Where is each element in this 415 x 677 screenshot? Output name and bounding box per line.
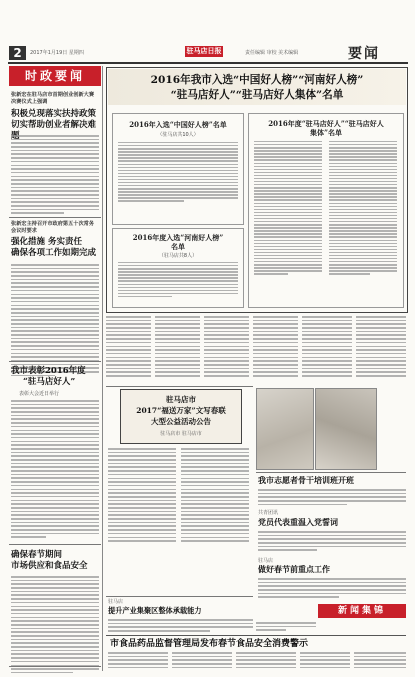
- feature-box: [106, 67, 408, 313]
- industry-body: [108, 619, 253, 634]
- left-banner: 时政要闻: [9, 66, 101, 86]
- news-digest-banner: 新闻集锦: [318, 604, 406, 618]
- digest-body: [256, 622, 316, 633]
- photo: [315, 388, 377, 470]
- local-list-body-right: [329, 141, 397, 276]
- festival-kicker: 驻马店: [258, 558, 274, 564]
- spring-couplet-box: [120, 389, 242, 444]
- body-col-1: [106, 316, 151, 379]
- divider: [106, 386, 253, 387]
- divider: [9, 361, 101, 362]
- china-list-title: 2016年入选“中国好人榜”名单: [129, 120, 227, 129]
- body-col-5: [302, 316, 352, 379]
- left-column: [9, 66, 103, 671]
- couplet-title-2: 2017“福送万家”文写春联: [136, 406, 226, 415]
- story3-subtitle: 表彰大会近日举行: [19, 391, 60, 397]
- body-col-4: [253, 316, 298, 379]
- local-list-body-left: [254, 141, 322, 276]
- bottom-body-5: [354, 652, 406, 670]
- story2-title-line1: 强化措施 务实责任: [11, 237, 82, 247]
- header-rule: [8, 62, 408, 64]
- story2-title-line2: 确保各项工作如期完成: [11, 248, 97, 258]
- volunteer-title: 我市志愿者骨干培训班开班: [258, 475, 354, 485]
- story1-title-line2: 切实帮助创业者解决难: [11, 120, 97, 130]
- center-body-right: [181, 448, 249, 544]
- story3-title-line1: 我市表彰2016年度: [11, 366, 86, 376]
- masthead-logo: 驻马店日报: [186, 47, 222, 55]
- volunteer-body: [258, 489, 406, 507]
- local-list-box: [248, 113, 404, 308]
- section-title: 要闻: [348, 46, 380, 62]
- editor-line: 责任编辑 审校 美术编辑: [245, 50, 299, 56]
- divider: [9, 544, 101, 545]
- body-col-3: [204, 316, 249, 379]
- henan-list-sub: （驻马店共8人）: [158, 253, 198, 259]
- industry-kicker: 驻马店: [108, 599, 124, 605]
- henan-list-title-2: 名单: [171, 242, 185, 251]
- bottom-body-3: [236, 652, 296, 670]
- feature-title-line1: 2016年我市入选“中国好人榜”“河南好人榜”: [150, 74, 364, 86]
- divider: [106, 596, 253, 597]
- body-col-2: [155, 316, 200, 379]
- story1-title-line1: 积极兑现落实扶持政策: [11, 109, 97, 119]
- feature-title-line2: “驻马店好人”“驻马店好人集体”名单: [170, 89, 344, 101]
- local-list-title-1: 2016年度“驻马店好人”“驻马店好人: [268, 119, 384, 128]
- party-kicker: 共青团讯: [258, 510, 279, 516]
- story4-body: [11, 576, 99, 676]
- couplet-title-1: 驻马店市: [166, 395, 196, 404]
- party-title: 党员代表重温入党誓词: [258, 517, 338, 527]
- story1-body: [11, 135, 99, 216]
- couplet-kicker: 驻马店市 驻马店市: [160, 431, 202, 437]
- divider: [9, 217, 101, 218]
- bottom-body-1: [108, 652, 168, 670]
- story2-kicker: 张新宏主持召开市政府第五十次常务会议时要求: [11, 221, 95, 234]
- page-number: 2: [9, 46, 26, 60]
- china-list-sub: （驻马店共10人）: [157, 132, 199, 138]
- story3-title-line2: “驻马店好人”: [23, 377, 76, 387]
- henan-list-body: [118, 262, 238, 299]
- china-list-body: [118, 142, 238, 204]
- photo: [256, 388, 314, 470]
- china-list-box: [112, 113, 244, 225]
- date-line: 2017年1月19日 星期四: [30, 50, 84, 56]
- bottom-body-4: [300, 652, 350, 670]
- divider: [256, 472, 406, 473]
- body-col-6: [356, 316, 406, 379]
- festival-title: 做好春节前重点工作: [258, 564, 330, 574]
- bottom-body-2: [172, 652, 232, 670]
- local-list-title-2: 集体”名单: [309, 128, 343, 137]
- henan-list-box: [112, 228, 244, 308]
- divider: [9, 666, 101, 667]
- story1-kicker: 张新宏在驻马店市首期创业创新大赛决赛仪式上强调: [11, 92, 95, 105]
- henan-list-title-1: 2016年度入选“河南好人榜”: [132, 233, 224, 242]
- food-safety-title: 市食品药品监督管理局发布春节食品安全消费警示: [110, 639, 309, 649]
- industry-title: 提升产业集聚区整体承载能力: [108, 606, 202, 615]
- festival-body: [258, 578, 406, 600]
- divider: [106, 635, 406, 636]
- couplet-title-3: 大型公益活动公告: [151, 417, 211, 426]
- story3-body: [11, 400, 99, 540]
- story4-title-line2: 市场供应和食品安全: [11, 561, 88, 571]
- party-body: [258, 531, 406, 553]
- story4-title-line1: 确保春节期间: [11, 550, 63, 560]
- center-body-left: [108, 448, 176, 544]
